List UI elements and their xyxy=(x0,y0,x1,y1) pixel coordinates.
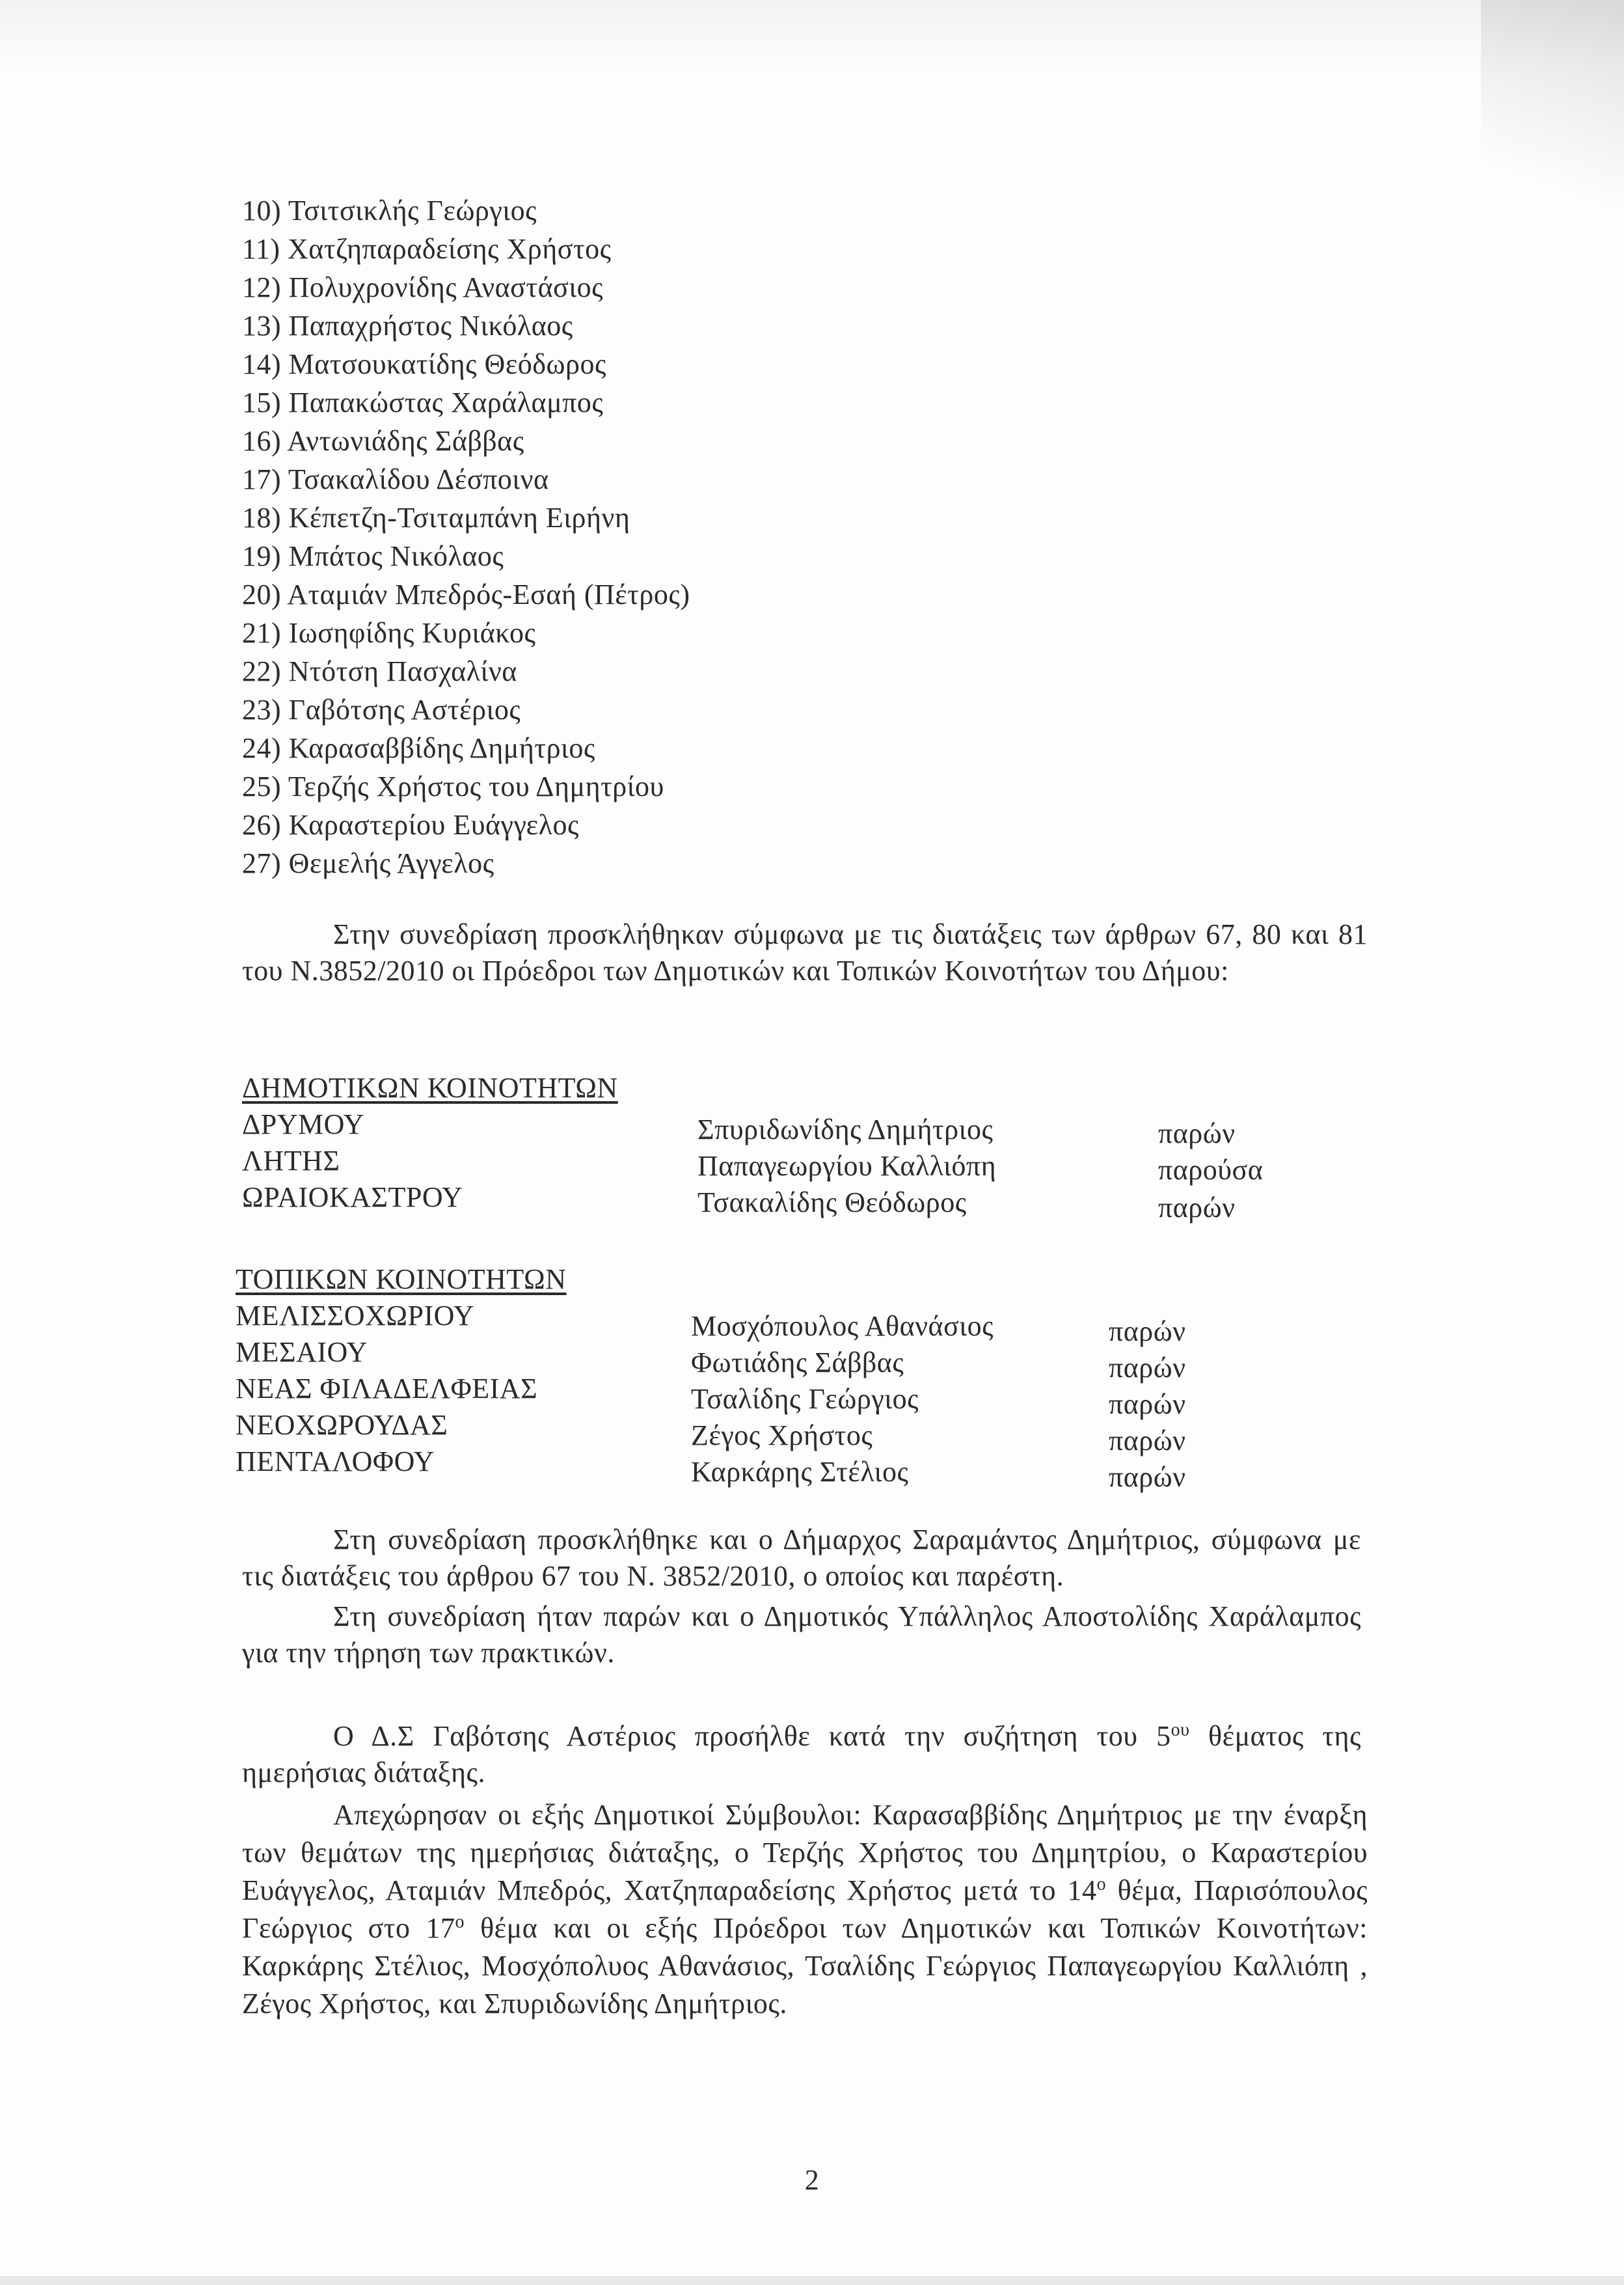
arrival-paragraph xyxy=(242,1718,1361,1791)
attendance-status: παρών xyxy=(1158,1117,1236,1149)
list-item: 17) Τσακαλίδου Δέσποινα xyxy=(242,463,549,495)
list-item: 15) Παπακώστας Χαράλαμπος xyxy=(242,387,604,418)
community-name: ΝΕΟΧΩΡΟΥΔΑΣ xyxy=(236,1409,448,1441)
community-president: Παπαγεωργίου Καλλιόπη xyxy=(697,1150,997,1182)
list-item: 18) Κέπετζη-Τσιταμπάνη Ειρήνη xyxy=(242,502,630,534)
community-name: ΔΡΥΜΟΥ xyxy=(242,1108,365,1140)
community-name: ΩΡΑΙΟΚΑΣΤΡΟΥ xyxy=(242,1181,463,1213)
list-item: 27) Θεμελής Άγγελος xyxy=(242,847,494,879)
attendance-status: παρών xyxy=(1109,1388,1186,1420)
community-name: ΜΕΛΙΣΣΟΧΩΡΙΟΥ xyxy=(236,1300,475,1332)
community-name: ΛΗΤΗΣ xyxy=(242,1145,340,1177)
list-item: 12) Πολυχρονίδης Αναστάσιος xyxy=(242,271,604,303)
attendance-status: παρών xyxy=(1109,1461,1186,1493)
scan-artifact-right-edge xyxy=(1481,0,1624,338)
community-president: Μοσχόπουλος Αθανάσιος xyxy=(691,1310,994,1342)
list-item: 25) Τερζής Χρήστος του Δημητρίου xyxy=(242,771,664,802)
list-item: 10) Τσιτσικλής Γεώργιος xyxy=(242,195,537,226)
departure-text: Απεχώρησαν οι εξής Δημοτικοί Σύμβουλοι: Καρασαββίδης Δημήτριος με την έναρξη των θεμάτων της ημερήσιας διάταξης, ο Τερζής Χρήστος του Δημητρίου, ο Καραστερίου Ευάγγελος, Αταμιάν Μπεδρός, Χατζηπαραδείσης Χρήστος μετά το 14 xyxy=(242,1799,1368,1906)
clerk-paragraph: Στη συνεδρίαση ήταν παρών και ο Δημοτικός Υπάλληλος Αποστολίδης Χαράλαμπος για την τήρηση των πρακτικών. xyxy=(242,1600,1361,1669)
list-item: 19) Μπάτος Νικόλαος xyxy=(242,540,504,572)
ordinal-superscript: ο xyxy=(1096,1874,1107,1895)
list-item: 21) Ιωσηφίδης Κυριάκος xyxy=(242,617,536,649)
list-item: 22) Ντότση Πασχαλίνα xyxy=(242,655,517,687)
departure-text: θέμα και οι εξής Πρόεδροι των Δημοτικών και Τοπικών Κοινοτήτων: Καρκάρης Στέλιος, Μοσχόπολυος Αθανάσιος, Τσαλίδης Γεώργιος Παπαγεωργίου Καλλιόπη , Ζέγος Χρήστος, και Σπυριδωνίδης Δημήτριος. xyxy=(242,1912,1368,2019)
community-president: Τσαλίδης Γεώργιος xyxy=(691,1383,919,1415)
arrival-text: θέματος της ημερήσιας διάταξης. xyxy=(242,1720,1361,1788)
attendance-status: παρών xyxy=(1158,1192,1236,1224)
attendance-status: παρών xyxy=(1109,1425,1186,1457)
scan-artifact-bottom-edge xyxy=(0,2276,1624,2285)
list-item: 20) Αταμιάν Μπεδρός-Εσαή (Πέτρος) xyxy=(242,579,690,610)
list-item: 13) Παπαχρήστος Νικόλαος xyxy=(242,310,573,342)
community-president: Σπυριδωνίδης Δημήτριος xyxy=(697,1114,994,1145)
community-president: Καρκάρης Στέλιος xyxy=(691,1456,909,1488)
list-item: 24) Καρασαββίδης Δημήτριος xyxy=(242,732,595,764)
ordinal-superscript: ο xyxy=(455,1911,465,1932)
arrival-text: Ο Δ.Σ Γαβότσης Αστέριος προσήλθε κατά την συζήτηση του 5 xyxy=(333,1720,1171,1752)
list-item: 26) Καραστερίου Ευάγγελος xyxy=(242,809,579,841)
community-president: Φωτιάδης Σάββας xyxy=(691,1347,904,1378)
attendance-status: παρών xyxy=(1109,1315,1186,1347)
local-communities-section xyxy=(236,1261,1407,1496)
community-name: ΠΕΝΤΑΛΟΦΟΥ xyxy=(236,1445,435,1477)
community-name: ΝΕΑΣ ΦΙΛΑΔΕΛΦΕΙΑΣ xyxy=(236,1373,538,1404)
departure-text: θέμα, Παρισόπουλος Γεώργιος στο 17 xyxy=(242,1874,1368,1944)
list-item: 14) Ματσουκατίδης Θεόδωρος xyxy=(242,348,606,380)
community-name: ΜΕΣΑΙΟΥ xyxy=(236,1336,368,1368)
page-number: 2 xyxy=(804,2164,820,2196)
local-communities-heading: ΤΟΠΙΚΩΝ ΚΟΙΝΟΤΗΤΩΝ xyxy=(236,1263,567,1295)
attendance-status: παρούσα xyxy=(1158,1154,1264,1186)
attendees-list xyxy=(242,193,690,884)
municipal-communities-heading: ΔΗΜΟΤΙΚΩΝ ΚΟΙΝΟΤΗΤΩΝ xyxy=(242,1072,618,1104)
departure-paragraph xyxy=(242,1796,1368,2023)
community-president: Ζέγος Χρήστος xyxy=(691,1419,873,1451)
list-item: 11) Χατζηπαραδείσης Χρήστος xyxy=(242,233,612,265)
mayor-paragraph: Στη συνεδρίαση προσκλήθηκε και ο Δήμαρχος Σαραμάντος Δημήτριος, σύμφωνα με τις διατάξεις του άρθρου 67 του Ν. 3852/2010, ο οποίος και παρέστη. xyxy=(242,1524,1361,1592)
list-item: 16) Αντωνιάδης Σάββας xyxy=(242,425,524,457)
list-item: 23) Γαβότσης Αστέριος xyxy=(242,694,521,726)
municipal-communities-section xyxy=(242,1070,1413,1226)
attendance-status: παρών xyxy=(1109,1352,1186,1384)
invitation-paragraph: Στην συνεδρίαση προσκλήθηκαν σύμφωνα με τις διατάξεις των άρθρων 67, 80 και 81 του Ν.3852/2010 οι Πρόεδροι των Δημοτικών και Τοπικών Κοινοτήτων του Δήμου: xyxy=(242,918,1368,987)
ordinal-superscript: ου xyxy=(1171,1719,1190,1740)
community-president: Τσακαλίδης Θεόδωρος xyxy=(697,1186,967,1218)
scan-artifact-top xyxy=(0,0,1624,72)
